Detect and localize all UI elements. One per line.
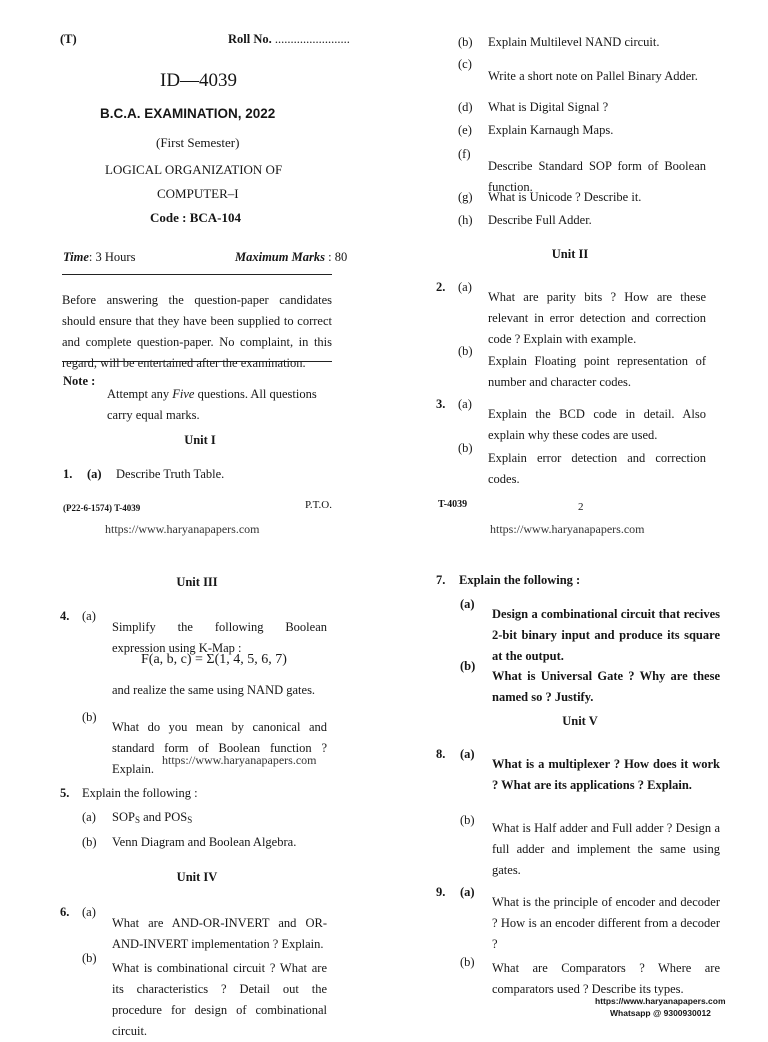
q9a-label: (a) <box>460 885 475 899</box>
q8a-label: (a) <box>460 747 475 761</box>
exam-title: B.C.A. EXAMINATION, 2022 <box>100 106 276 121</box>
notice-text: Before answering the question-paper candidates should ensure that they have been supplied to correct and complete question-paper. No complaint, in this regard, will be entertained after the examination. <box>62 292 332 370</box>
q3b-text: Explain error detection and correction codes. <box>488 450 706 486</box>
q4b-label: (b) <box>82 710 97 724</box>
q8b-label: (b) <box>460 813 475 827</box>
q1a-label: (a) <box>87 467 102 481</box>
q1f-label: (f) <box>458 147 471 161</box>
unit-5-heading: Unit V <box>562 714 598 728</box>
q6a-text: What are AND-OR-INVERT and OR-AND-INVERT implementation ? Explain. <box>112 915 327 951</box>
q1-number: 1. <box>63 467 73 481</box>
whatsapp-number: Whatsapp @ 9300930012 <box>610 1008 711 1018</box>
q3a-label: (a) <box>458 397 472 411</box>
unit-2-heading: Unit II <box>551 247 589 261</box>
q1e-label: (e) <box>458 123 472 137</box>
semester: (First Semester) <box>156 135 240 150</box>
paper-id: ID—4039 <box>160 70 238 91</box>
unit-1-heading: Unit I <box>184 433 216 447</box>
q9b-text: What are Comparators ? Where are comparators used ? Describe its types. <box>492 960 720 996</box>
q4a-text: Simplify the following Boolean expression using K-Map : <box>112 619 327 655</box>
divider-top <box>62 274 332 275</box>
q8-number: 8. <box>436 747 446 761</box>
corner-mark: (T) <box>60 32 77 46</box>
q7a-label: (a) <box>460 597 475 611</box>
q6b-label: (b) <box>82 951 97 965</box>
q1h-text: Describe Full Adder. <box>488 213 592 227</box>
q4a-formula: F(a, b, c) = Σ(1, 4, 5, 6, 7) <box>141 652 287 667</box>
q7a-text: Design a combinational circuit that recives 2-bit binary input and produce its square at the output. <box>492 606 720 663</box>
q4b-text: What do you mean by canonical and standard form of Boolean function ? Explain. <box>112 719 327 776</box>
q1b-label: (b) <box>458 35 473 49</box>
q2a-label: (a) <box>458 280 472 294</box>
roll-number: Roll No. ........................ <box>228 32 350 46</box>
page-1-url: https://www.haryanapapers.com <box>105 522 260 536</box>
q1d-label: (d) <box>458 100 473 114</box>
q8b-text: What is Half adder and Full adder ? Design a full adder and implement the same using gates. <box>492 820 720 877</box>
page-2-footer-code: T-4039 <box>438 499 468 510</box>
q1c-text: Write a short note on Pallel Binary Adder. <box>488 68 698 83</box>
q2b-text: Explain Floating point representation of number and character codes. <box>488 353 706 389</box>
q1f-text: Describe Standard SOP form of Boolean function. <box>488 158 706 194</box>
unit-3-heading: Unit III <box>176 575 218 589</box>
page-1-footer-code: (P22-6-1574) T-4039 <box>63 503 141 513</box>
q2-number: 2. <box>436 280 446 294</box>
q6-number: 6. <box>60 905 70 919</box>
subject-line-1: LOGICAL ORGANIZATION OF <box>105 162 283 177</box>
q8a-text: What is a multiplexer ? How does it work ? What are its applications ? Explain. <box>492 756 720 792</box>
q1g-label: (g) <box>458 190 473 204</box>
q4a-label: (a) <box>82 609 96 623</box>
q1e-text: Explain Karnaugh Maps. <box>488 123 614 137</box>
pto-label: P.T.O. <box>305 499 332 511</box>
subject-line-2: COMPUTER–I <box>157 186 239 201</box>
q9b-label: (b) <box>460 955 475 969</box>
q4b-url: https://www.haryanapapers.com <box>162 753 317 767</box>
paper-code: Code : BCA-104 <box>150 210 241 225</box>
q5b-label: (b) <box>82 835 97 849</box>
q7-number: 7. <box>436 573 446 587</box>
watermark-url: https://www.haryanapapers.com <box>595 996 726 1006</box>
q2a-text: What are parity bits ? How are these relevant in error detection and correction code ? Explain with example. <box>488 289 706 346</box>
divider-bottom <box>62 361 332 362</box>
q1d-text: What is Digital Signal ? <box>488 100 609 114</box>
q6a-label: (a) <box>82 905 96 919</box>
q2b-label: (b) <box>458 344 473 358</box>
q4-number: 4. <box>60 609 70 623</box>
page-2-number: 2 <box>578 501 584 513</box>
note-text: Attempt any Five questions. All questions carry equal marks. <box>107 386 317 422</box>
q7b-text: What is Universal Gate ? Why are these named so ? Justify. <box>492 668 720 704</box>
q9-number: 9. <box>436 885 446 899</box>
q5a-text: $SOP_S$ and $POS_S$ <box>112 810 193 825</box>
q6b-text: What is combinational circuit ? What are its characteristics ? Detail out the procedure for design of combinational circuit. <box>112 960 327 1038</box>
q3b-label: (b) <box>458 441 473 455</box>
q5-lead: Explain the following : <box>82 786 198 800</box>
q7b-label: (b) <box>460 659 476 673</box>
q1c-label: (c) <box>458 57 472 71</box>
q4a-after: and realize the same using NAND gates. <box>112 683 316 697</box>
page-2-url: https://www.haryanapapers.com <box>490 522 645 536</box>
q1b-text: Explain Multilevel NAND circuit. <box>488 35 660 49</box>
q1g-text: What is Unicode ? Describe it. <box>488 190 642 204</box>
time-allowed: Time: 3 Hours <box>63 250 136 264</box>
maximum-marks: Maximum Marks : 80 <box>235 250 348 264</box>
q9a-text: What is the principle of encoder and decoder ? How is an encoder different from a decoder ? <box>492 894 720 951</box>
unit-4-heading: Unit IV <box>176 870 218 884</box>
q1a-text: Describe Truth Table. <box>116 467 225 481</box>
q3a-text: Explain the BCD code in detail. Also explain why these codes are used. <box>488 406 706 442</box>
q5b-text: Venn Diagram and Boolean Algebra. <box>112 835 297 849</box>
q5-number: 5. <box>60 786 70 800</box>
q5a-label: (a) <box>82 810 96 824</box>
q7-lead: Explain the following : <box>459 573 581 587</box>
q3-number: 3. <box>436 397 446 411</box>
q1h-label: (h) <box>458 213 473 227</box>
note-label: Note : <box>63 374 96 388</box>
